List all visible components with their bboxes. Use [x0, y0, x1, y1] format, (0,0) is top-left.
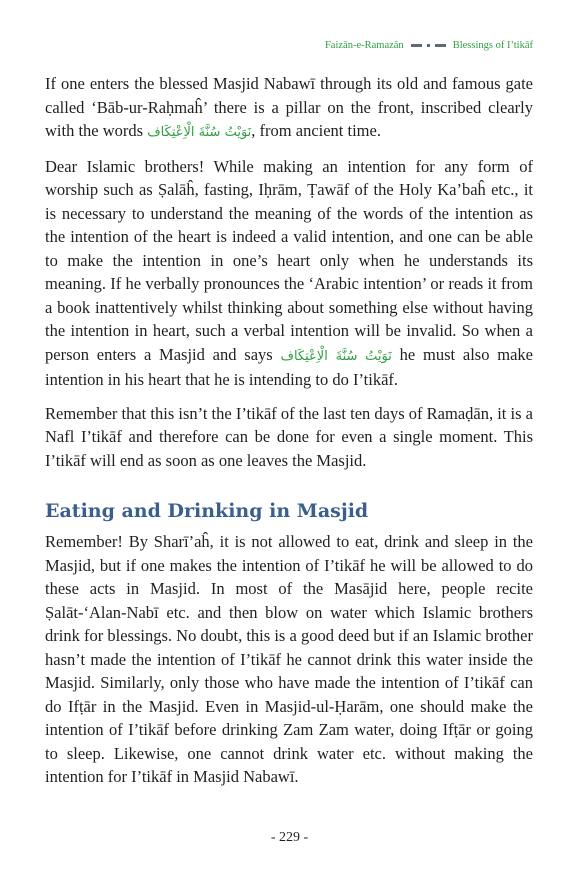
- header-separator-ornament: [411, 44, 446, 47]
- page-body: [45, 72, 533, 799]
- separator-dash: [411, 44, 422, 47]
- arabic-intention-text: نَوَيْتُ سُنَّةَ الْاِعْتِكَاف: [147, 125, 252, 140]
- paragraph-2-text-a: Dear Islamic brothers! While making an intention for any form of worship such as Ṣalāĥ, fasting, Iḥrām, Ṭawāf of the Holy Ka’baĥ etc., it is necessary to understand the meaning of the words of the intention as the intention of the heart is indeed a valid intention, and one can be able to make the intention in one’s heart only when he understands its meaning. If he verbally pronounces the ‘Arabic intention’ or reads it from a book inattentively whilst thinking about something else without having the intention in heart, such a verbal intention will be invalid. So when a person enters a Masjid and says: [45, 156, 533, 364]
- separator-dot: [427, 44, 430, 47]
- arabic-intention-text: نَوَيْتُ سُنَّةَ الْاِعْتِكَاف: [280, 348, 392, 364]
- separator-dash: [435, 44, 446, 47]
- running-header: [325, 40, 533, 51]
- paragraph-3: Remember that this isn’t the I’tikāf of the last ten days of Ramaḍān, it is a Nafl I’tikāf and therefore can be done for even a single moment. This I’tikāf will end as soon as one leaves the Masjid.: [45, 403, 533, 470]
- paragraph-1-text-b: , from ancient time.: [251, 121, 381, 140]
- paragraph-2: [45, 155, 533, 392]
- paragraph-1: [45, 72, 533, 145]
- paragraph-2-text-b: he must also make intention in his heart that he is intending to do I’tikāf.: [45, 344, 533, 389]
- chapter-title: Blessings of I’tikāf: [452, 40, 533, 51]
- paragraph-4: Remember! By Sharī’aĥ, it is not allowed to eat, drink and sleep in the Masjid, but if one makes the intention of I’tikāf he will be allowed to do these acts in Masjid. In most of the Masājid here, people recite Ṣalāt-‘Alan-Nabī etc. and then blow on water which Islamic brothers drink for blessings. No doubt, this is a good deed but if an Islamic brother hasn’t made the intention of I’tikāf he cannot drink this water inside the Masjid. Similarly, only those who have made the intention of I’tikāf can do Ifṭār in the Masjid. Even in Masjid-ul-Ḥarām, one should make the intention of I’tikāf before drinking Zam Zam water, doing Ifṭār or going to sleep. Likewise, one cannot drink water etc. without making the intention for I’tikāf in Masjid Nabawī.: [45, 532, 533, 786]
- page-number: - 229 -: [270, 830, 309, 845]
- book-title: Faizān-e-Ramazān: [324, 40, 404, 51]
- paragraph-1-text-a: If one enters the blessed Masjid Nabawī through its old and famous gate called ‘Bāb-ur-Raḥmaĥ’ there is a pillar on the front, inscribed clearly with the words: [45, 74, 533, 140]
- section-heading: Eating and Drinking in Masjid: [45, 500, 369, 522]
